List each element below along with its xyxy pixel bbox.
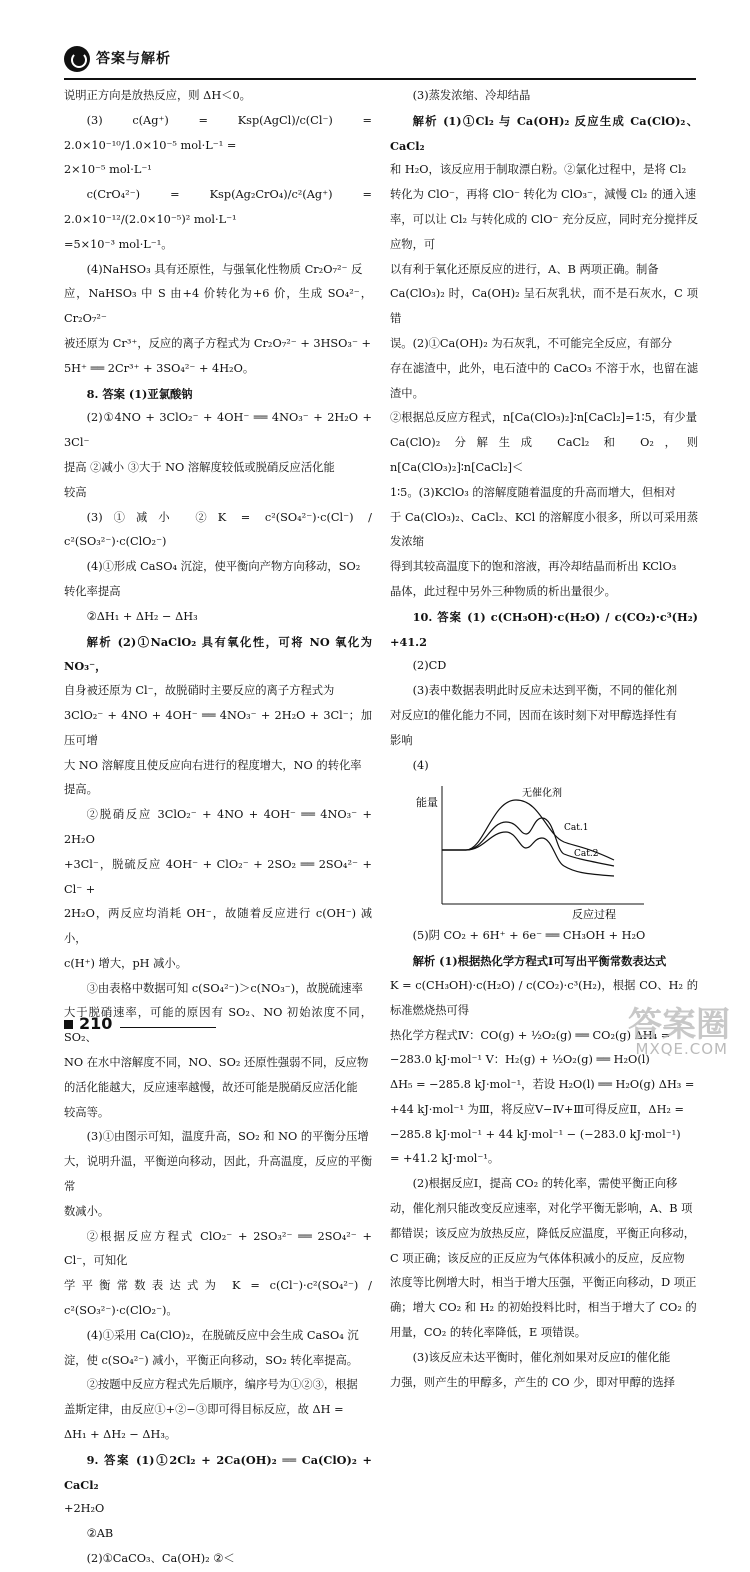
- x-axis-label: 反应过程: [572, 908, 616, 921]
- text-line: +3Cl⁻，脱硫反应 4OH⁻ + ClO₂⁻ + 2SO₂ ══ 2SO₄²⁻ + Cl⁻ +: [64, 857, 372, 896]
- header-divider: [64, 78, 696, 80]
- text-line: 淀，使 c(SO₄²⁻) 减小，平衡正向移动，SO₂ 转化率提高。: [64, 1353, 359, 1367]
- text-line: 转化率提高: [64, 584, 121, 598]
- text-line: (3)该反应未达平衡时，催化剂如果对反应Ⅰ的催化能: [412, 1350, 671, 1364]
- page-header: [64, 44, 171, 74]
- text-line: ②根据反应方程式 ClO₂⁻ + 2SO₃²⁻ ══ 2SO₄²⁻ + Cl⁻，可知化: [64, 1229, 372, 1268]
- label-cat2: Cat.2: [574, 849, 599, 860]
- watermark-logo: 答案圈: [628, 1005, 730, 1045]
- text-line: 盖斯定律，由反应①+②−③即可得目标反应，故 ΔH =: [64, 1403, 344, 1417]
- text-line: ΔH₁ + ΔH₂ − ΔH₃。: [64, 1428, 177, 1442]
- text-line: 说明正方向是放热反应，则 ΔH＜0。: [64, 89, 251, 102]
- text-line: 影响: [390, 733, 413, 747]
- text-line: 5H⁺ ══ 2Cr³⁺ + 3SO₄²⁻ + 4H₂O。: [64, 361, 255, 375]
- text-line: (3)①由图示可知，温度升高，SO₂ 和 NO 的平衡分压增: [86, 1130, 369, 1144]
- text-line: 以有利于氧化还原反应的进行，A、B 两项正确。制备: [390, 262, 659, 276]
- text-line: (2)①CaCO₃、Ca(OH)₂ ②＜: [86, 1552, 235, 1566]
- right-column: [390, 84, 698, 1395]
- label-cat1: Cat.1: [564, 823, 589, 834]
- text-line: ③由表格中数据可知 c(SO₄²⁻)＞c(NO₃⁻)，故脱硫速率: [86, 981, 363, 995]
- text-line: 误。(2)①Ca(OH)₂ 为石灰乳，不可能完全反应，有部分: [390, 336, 673, 350]
- text-line: 8. 答案 (1)亚氯酸钠: [86, 386, 193, 401]
- text-line: (2)CD: [412, 659, 447, 673]
- watermark-url: MXQE.COM: [635, 1040, 728, 1058]
- text-line: 大，说明升温，平衡逆向移动，因此，升高温度，反应的平衡常: [64, 1155, 372, 1194]
- text-line: 得到其较高温度下的饱和溶液，再冷却结晶而析出 KClO₃: [390, 560, 677, 574]
- text-line: 2H₂O，两反应均消耗 OH⁻，故随着反应进行 c(OH⁻) 减小，: [64, 907, 372, 946]
- text-line: (4)①形成 CaSO₄ 沉淀，使平衡向产物方向移动，SO₂: [86, 560, 361, 574]
- text-line: ΔH₅ = −285.8 kJ·mol⁻¹，若设 H₂O(l) ══ H₂O(g) ΔH₃ =: [390, 1078, 695, 1092]
- text-line: 解析 (2)①NaClO₂ 具有氧化性，可将 NO 氧化为 NO₃⁻，: [64, 634, 372, 674]
- text-line: 动，催化剂只能改变反应速率，对化学平衡无影响，A、B 项: [390, 1202, 693, 1216]
- text-line: Ca(ClO₃)₂ 时，Ca(OH)₂ 呈石灰乳状，而不是石灰水，C 项错: [390, 287, 698, 326]
- text-line: 较高: [64, 485, 87, 499]
- globe-logo-icon: [64, 46, 90, 72]
- text-line: 热化学方程式Ⅳ：CO(g) + ½O₂(g) ══ CO₂(g) ΔH₄ =: [390, 1028, 671, 1042]
- text-line: (2)①4NO + 3ClO₂⁻ + 4OH⁻ ══ 4NO₃⁻ + 2H₂O + 3Cl⁻: [64, 411, 372, 450]
- text-line: 晶体，此过程中另外三种物质的析出量很少。: [390, 584, 616, 598]
- energy-diagram: [414, 780, 698, 920]
- text-line: ②AB: [86, 1527, 114, 1541]
- text-line: 10. 答案 (1) c(CH₃OH)·c(H₂O) / c(CO₂)·c³(H₂) +41.2: [390, 609, 698, 649]
- footer-square-icon: [64, 1020, 73, 1029]
- text-line: 和 H₂O，该反应用于制取漂白粉。②氯化过程中，是将 Cl₂: [390, 163, 687, 177]
- text-line: (3)①减小 ②K = c²(SO₄²⁻)·c(Cl⁻) / c²(SO₃²⁻)·c(ClO₂⁻): [64, 510, 372, 549]
- text-line: C 项正确；该反应的正反应为气体体积减小的反应，反应物: [390, 1251, 685, 1265]
- text-line: ②脱硝反应 3ClO₂⁻ + 4NO + 4OH⁻ ══ 4NO₃⁻ + 2H₂O: [64, 808, 372, 846]
- text-line: 转化为 ClO⁻，再将 ClO⁻ 转化为 ClO₃⁻，減慢 Cl₂ 的通入速: [390, 188, 697, 202]
- text-line: 的活化能越大，反应速率越慢，故还可能是脱硝反应活化能: [64, 1080, 358, 1094]
- text-line: 9. 答案 (1)①2Cl₂ + 2Ca(OH)₂ ══ Ca(ClO)₂ + CaCl₂: [64, 1452, 372, 1492]
- text-line: 确；增大 CO₂ 和 H₂ 的初始投料比时，相当于增大了 CO₂ 的: [390, 1301, 697, 1315]
- right-column-top: [390, 84, 698, 778]
- text-line: ②根据总反应方程式，n[Ca(ClO₃)₂]∶n[CaCl₂]=1∶5，有少量: [390, 411, 697, 425]
- left-column: [64, 84, 372, 1572]
- text-line: 学平衡常数表达式为 K = c(Cl⁻)·c²(SO₄²⁻) / c²(SO₃²⁻)·c(ClO₂⁻)。: [64, 1279, 372, 1318]
- text-line: 应，NaHSO₃ 中 S 由+4 价转化为+6 价，生成 SO₄²⁻，Cr₂O₇²⁻: [64, 287, 372, 326]
- text-line: +2H₂O: [64, 1502, 105, 1516]
- text-line: (3)表中数据表明此时反应未达到平衡，不同的催化剂: [412, 684, 678, 698]
- text-line: (4)①采用 Ca(ClO)₂，在脱硫反应中会生成 CaSO₄ 沉: [86, 1328, 359, 1342]
- text-line: 都错误；该反应为放热反应，降低反应温度，平衡正向移动，: [390, 1226, 696, 1240]
- text-line: (4)NaHSO₃ 具有还原性，与强氧化性物质 Cr₂O₇²⁻ 反: [86, 262, 363, 276]
- text-line: (4): [412, 758, 429, 772]
- text-line: (3) c(Ag⁺) = Ksp(AgCl)/c(Cl⁻) = 2.0×10⁻¹⁰/1.0×10⁻⁵ mol·L⁻¹ =: [64, 113, 372, 152]
- text-line: 力强，则产生的甲醇多，产生的 CO 少，即对甲醇的选择: [390, 1375, 675, 1389]
- text-line: 提高。: [64, 783, 98, 797]
- energy-diagram-svg: [414, 780, 654, 920]
- text-line: −285.8 kJ·mol⁻¹ + 44 kJ·mol⁻¹ − (−283.0 kJ·mol⁻¹): [390, 1127, 681, 1141]
- footer-rule: [120, 1027, 216, 1028]
- text-line: 对反应Ⅰ的催化能力不同，因而在该时刻下对甲醇选择性有: [390, 708, 677, 722]
- label-no-catalyst: 无催化剂: [522, 788, 562, 800]
- text-line: 率，可以让 Cl₂ 与转化成的 ClO⁻ 充分反应，同时充分搅拌反应物，可: [390, 212, 698, 251]
- text-line: ②按题中反应方程式先后顺序，编序号为①②③，根据: [86, 1378, 358, 1392]
- right-column-bottom: [390, 924, 698, 1395]
- text-line: c(H⁺) 增大，pH 减小。: [64, 956, 188, 970]
- text-line: 解析 (1)根据热化学方程式Ⅰ可写出平衡常数表达式: [412, 954, 667, 969]
- text-line: (3)蒸发浓缩、冷却结晶: [412, 89, 531, 102]
- text-line: Ca(ClO)₂ 分解生成 CaCl₂ 和 O₂，则 n[Ca(ClO₃)₂]∶n[CaCl₂]＜: [390, 436, 698, 474]
- text-line: 提高 ②减小 ③大于 NO 溶解度较低或脱硝反应活化能: [64, 460, 335, 474]
- y-axis-label: 能量: [416, 796, 438, 810]
- page-number: 210: [79, 1014, 113, 1033]
- text-line: 3ClO₂⁻ + 4NO + 4OH⁻ ══ 4NO₃⁻ + 2H₂O + 3Cl⁻；加压可增: [64, 708, 372, 747]
- text-line: (5)阴 CO₂ + 6H⁺ + 6e⁻ ══ CH₃OH + H₂O: [412, 929, 646, 943]
- text-line: 大于脱硝速率，可能的原因有 SO₂、NO 初始浓度不同，SO₂、: [64, 1006, 372, 1045]
- text-line: −283.0 kJ·mol⁻¹ Ⅴ：H₂(g) + ½O₂(g) ══ H₂O(l): [390, 1053, 650, 1067]
- text-line: ②ΔH₁ + ΔH₂ − ΔH₃: [86, 609, 198, 623]
- text-line: 解析 (1)①Cl₂ 与 Ca(OH)₂ 反应生成 Ca(ClO)₂、CaCl₂: [390, 113, 698, 153]
- page-footer: [64, 1012, 216, 1037]
- text-line: 数减小。: [64, 1204, 110, 1218]
- text-line: 被还原为 Cr³⁺，反应的离子方程式为 Cr₂O₇²⁻ + 3HSO₃⁻ +: [64, 336, 371, 350]
- text-line: =5×10⁻³ mol·L⁻¹。: [64, 237, 173, 251]
- text-line: 自身被还原为 Cl⁻，故脱硝时主要反应的离子方程式为: [64, 684, 335, 698]
- text-line: c(CrO₄²⁻) = Ksp(Ag₂CrO₄)/c²(Ag⁺) = 2.0×10⁻¹²/(2.0×10⁻⁵)² mol·L⁻¹: [64, 188, 372, 226]
- text-line: 1∶5。(3)KClO₃ 的溶解度随着温度的升高而增大，但相对: [390, 485, 676, 499]
- text-line: 2×10⁻⁵ mol·L⁻¹: [64, 163, 152, 177]
- text-line: 用量，CO₂ 的转化率降低，E 项错误。: [390, 1326, 587, 1340]
- text-line: NO 在水中溶解度不同，NO、SO₂ 还原性强弱不同，反应物: [64, 1056, 369, 1070]
- section-title: 答案与解析: [96, 50, 171, 67]
- text-line: 大 NO 溶解度且使反应向右进行的程度增大，NO 的转化率: [64, 758, 362, 772]
- text-line: 存在滤渣中，此外，电石渣中的 CaCO₃ 不溶于水，也留在滤渣中。: [390, 361, 698, 400]
- text-line: K = c(CH₃OH)·c(H₂O) / c(CO₂)·c³(H₂)，根据 CO、H₂ 的标准燃烧热可得: [390, 978, 698, 1017]
- text-line: 浓度等比例增大时，相当于增大压强，平衡正向移动，D 项正: [390, 1276, 697, 1290]
- text-line: (2)根据反应Ⅰ，提高 CO₂ 的转化率，需使平衡正向移: [412, 1177, 678, 1191]
- text-line: 较高等。: [64, 1105, 110, 1119]
- text-line: = +41.2 kJ·mol⁻¹。: [390, 1152, 500, 1166]
- text-line: +44 kJ·mol⁻¹ 为Ⅲ，将反应Ⅴ−Ⅳ+Ⅲ可得反应Ⅱ，ΔH₂ =: [390, 1102, 685, 1116]
- text-line: 于 Ca(ClO₃)₂、CaCl₂、KCl 的溶解度小很多，所以可采用蒸发浓缩: [390, 510, 698, 549]
